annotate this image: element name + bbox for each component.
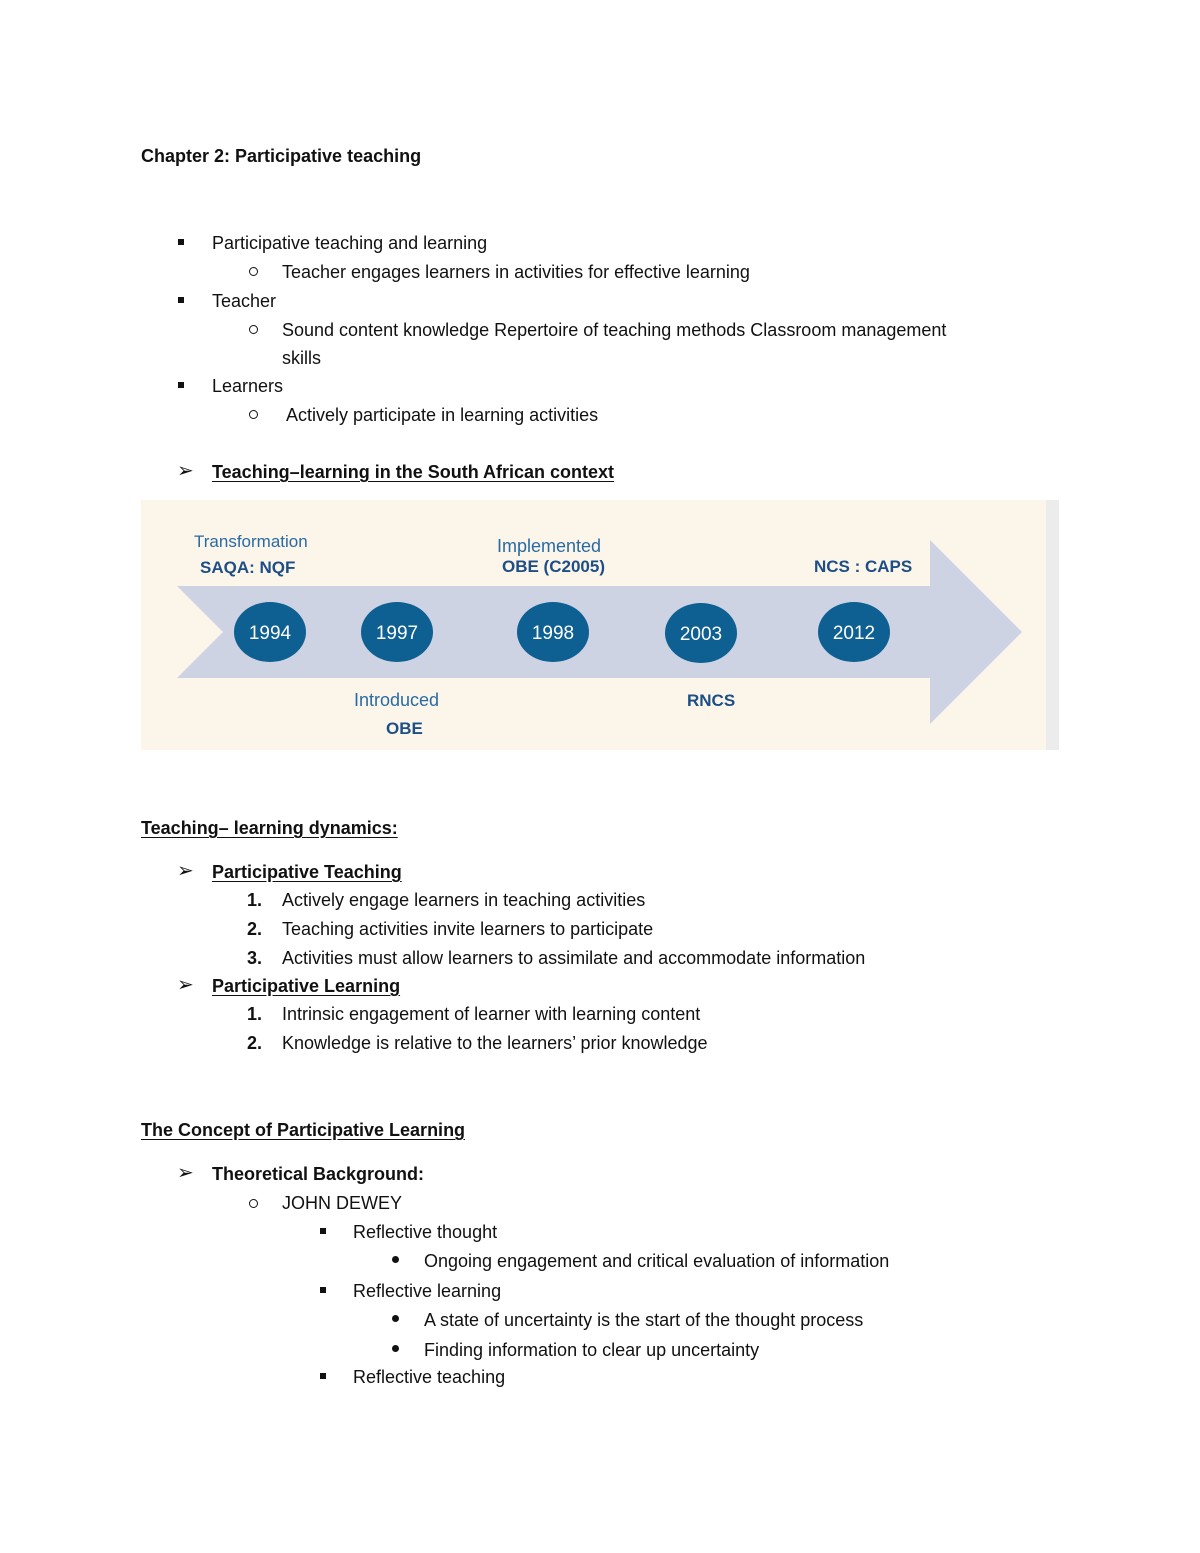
timeline-edge xyxy=(1046,500,1059,750)
year-marker xyxy=(665,603,737,663)
intro-sub-item-cont: skills xyxy=(282,348,321,368)
circle-bullet-icon xyxy=(249,267,258,276)
list-number: 2. xyxy=(247,1033,263,1053)
year-label: 2003 xyxy=(679,624,723,645)
reflective-thought-item: Ongoing engagement and critical evaluation of information xyxy=(424,1251,890,1271)
participative-teaching-item: Actively engage learners in teaching activities xyxy=(282,890,646,910)
arrow-bullet-icon: ➢ xyxy=(177,860,194,882)
participative-learning-heading: Participative Learning xyxy=(212,976,401,996)
participative-teaching-item: Teaching activities invite learners to participate xyxy=(282,919,654,939)
chapter-title: Chapter 2: Participative teaching xyxy=(141,146,422,166)
theoretical-background-heading: Theoretical Background: xyxy=(212,1164,425,1184)
intro-item-label: Teacher xyxy=(212,291,277,311)
year-marker xyxy=(818,602,890,662)
concept-heading: The Concept of Participative Learning xyxy=(141,1120,466,1140)
square-bullet-icon xyxy=(178,297,184,303)
circle-bullet-icon xyxy=(249,410,258,419)
timeline-label-implemented: Implemented xyxy=(497,536,602,556)
reflective-teaching: Reflective teaching xyxy=(353,1367,506,1387)
square-bullet-icon xyxy=(320,1287,326,1293)
square-bullet-icon xyxy=(178,382,184,388)
year-label: 1997 xyxy=(375,623,419,644)
square-bullet-icon xyxy=(320,1373,326,1379)
list-number: 1. xyxy=(247,1004,263,1024)
intro-item-label: Participative teaching and learning xyxy=(212,233,488,253)
year-label: 1994 xyxy=(248,623,292,644)
timeline-label-obe-c2005: OBE (C2005) xyxy=(502,557,605,576)
year-marker xyxy=(517,602,589,662)
list-number: 3. xyxy=(247,948,263,968)
square-bullet-icon xyxy=(178,239,184,245)
timeline-label-ncs-caps: NCS : CAPS xyxy=(814,557,913,576)
participative-teaching-heading: Participative Teaching xyxy=(212,862,402,882)
timeline-label-introduced: Introduced xyxy=(354,690,440,710)
list-number: 2. xyxy=(247,919,263,939)
timeline-label-rncs: RNCS xyxy=(687,691,736,710)
reflective-learning-item: A state of uncertainty is the start of the thought process xyxy=(424,1310,864,1330)
timeline-graphic xyxy=(141,500,1059,750)
intro-sub-item: Sound content knowledge Repertoire of teaching methods Classroom management xyxy=(282,320,947,340)
participative-learning-item: Knowledge is relative to the learners’ prior knowledge xyxy=(282,1033,708,1053)
person-name: JOHN DEWEY xyxy=(282,1193,403,1213)
year-label: 2012 xyxy=(832,623,876,644)
intro-sub-item: Actively participate in learning activities xyxy=(286,405,599,425)
reflective-learning: Reflective learning xyxy=(353,1281,502,1301)
arrow-bullet-icon: ➢ xyxy=(177,460,194,482)
square-bullet-icon xyxy=(320,1228,326,1234)
year-marker xyxy=(234,602,306,662)
reflective-learning-item: Finding information to clear up uncertainty xyxy=(424,1340,760,1360)
circle-bullet-icon xyxy=(249,325,258,334)
timeline-label-saqa: SAQA: NQF xyxy=(200,558,296,577)
list-number: 1. xyxy=(247,890,263,910)
timeline-label-obe: OBE xyxy=(386,719,423,738)
sa-context-heading: Teaching–learning in the South African context xyxy=(212,462,615,482)
year-label: 1998 xyxy=(531,623,575,644)
reflective-thought: Reflective thought xyxy=(353,1222,498,1242)
round-bullet-icon xyxy=(392,1256,399,1263)
dynamics-heading: Teaching– learning dynamics: xyxy=(141,818,398,838)
arrow-bullet-icon: ➢ xyxy=(177,974,194,996)
round-bullet-icon xyxy=(392,1345,399,1352)
participative-learning-item: Intrinsic engagement of learner with learning content xyxy=(282,1004,701,1024)
round-bullet-icon xyxy=(392,1315,399,1322)
year-marker xyxy=(361,602,433,662)
intro-item-label: Learners xyxy=(212,376,284,396)
participative-teaching-item: Activities must allow learners to assimilate and accommodate information xyxy=(282,948,866,968)
circle-bullet-icon xyxy=(249,1199,258,1208)
arrow-bullet-icon: ➢ xyxy=(177,1162,194,1184)
intro-sub-item: Teacher engages learners in activities for effective learning xyxy=(282,262,750,282)
timeline-label-transformation: Transformation xyxy=(194,532,308,551)
